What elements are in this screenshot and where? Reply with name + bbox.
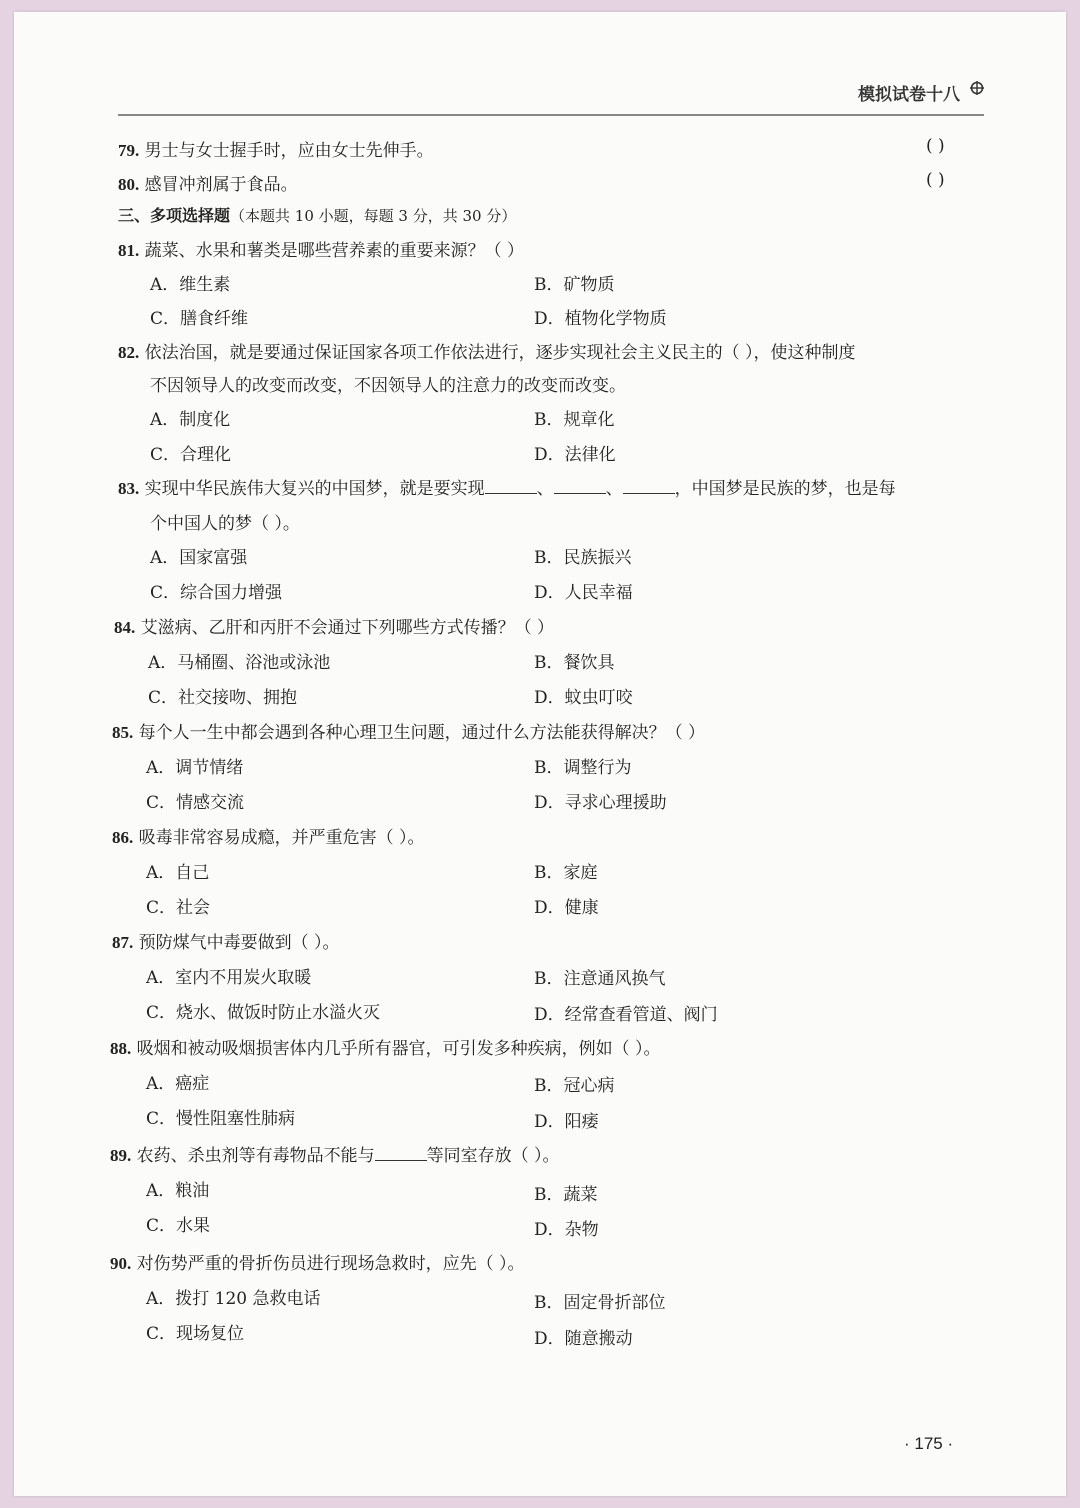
question-82-line2: 不因领导人的改变而改变，不因领导人的注意力的改变而改变。 [150, 376, 626, 396]
answer-parens-79: ( ) [926, 136, 945, 156]
question-80: 80. 感冒冲剂属于食品。 [118, 175, 298, 195]
option-84-b: B．餐饮具 [534, 653, 615, 673]
option-83-b: B．民族振兴 [534, 548, 632, 568]
option-86-a: A．自己 [146, 863, 210, 883]
option-82-a: A．制度化 [150, 410, 231, 430]
option-82-d: D．法律化 [534, 445, 616, 465]
option-85-b: B．调整行为 [534, 758, 632, 778]
fill-blank [554, 479, 606, 494]
option-88-b: B．冠心病 [534, 1076, 615, 1096]
option-82-c: C．合理化 [150, 445, 232, 465]
header-title: 模拟试卷十八 [858, 85, 960, 105]
option-83-a: A．国家富强 [150, 548, 248, 568]
option-87-a: A．室内不用炭火取暖 [146, 968, 312, 988]
question-86: 86. 吸毒非常容易成瘾，并严重危害（ ）。 [112, 828, 425, 848]
option-87-d: D．经常查看管道、阀门 [534, 1005, 718, 1025]
option-85-d: D．寻求心理援助 [534, 793, 667, 813]
question-85: 85. 每个人一生中都会遇到各种心理卫生问题，通过什么方法能获得解决？（ ） [112, 723, 706, 743]
answer-parens-80: ( ) [926, 170, 945, 190]
option-90-a: A．拨打 120 急救电话 [146, 1289, 321, 1309]
fill-blank [623, 479, 675, 494]
option-89-b: B．蔬菜 [534, 1185, 598, 1205]
fill-blank [375, 1146, 427, 1161]
option-88-a: A．癌症 [146, 1074, 210, 1094]
option-85-c: C．情感交流 [146, 793, 245, 813]
question-82: 82. 依法治国，就是要通过保证国家各项工作依法进行，逐步实现社会主义民主的（ ），使这种制度 [118, 343, 856, 363]
option-83-c: C．综合国力增强 [150, 583, 283, 603]
question-83-line2: 个中国人的梦（ ）。 [150, 514, 300, 534]
option-87-b: B．注意通风换气 [534, 969, 666, 989]
option-81-a: A．维生素 [150, 275, 231, 295]
page-number: · 175 · [904, 1434, 954, 1453]
option-84-c: C．社交接吻、拥抱 [148, 688, 298, 708]
option-84-d: D．蚊虫叮咬 [534, 688, 633, 708]
question-81: 81. 蔬菜、水果和薯类是哪些营养素的重要来源？（ ） [118, 241, 525, 261]
question-88: 88. 吸烟和被动吸烟损害体内几乎所有器官，可引发多种疾病，例如（ ）。 [110, 1039, 661, 1059]
fill-blank [485, 479, 537, 494]
question-90: 90. 对伤势严重的骨折伤员进行现场急救时，应先（ ）。 [110, 1254, 525, 1274]
option-85-a: A．调节情绪 [146, 758, 244, 778]
option-90-c: C．现场复位 [146, 1324, 245, 1344]
option-90-d: D．随意搬动 [534, 1329, 633, 1349]
option-86-d: D．健康 [534, 898, 599, 918]
question-83: 83. 实现中华民族伟大复兴的中国梦，就是要实现 、 、 ，中国梦是民族的梦，也是每 [118, 479, 896, 499]
question-87: 87. 预防煤气中毒要做到（ ）。 [112, 933, 340, 953]
option-89-d: D．杂物 [534, 1220, 599, 1240]
option-81-c: C．膳食纤维 [150, 309, 249, 329]
question-79: 79. 男士与女士握手时，应由女士先伸手。 [118, 141, 434, 161]
section-heading: 三、多项选择题（本题共 10 小题，每题 3 分，共 30 分） [118, 206, 517, 225]
option-88-c: C．慢性阻塞性肺病 [146, 1109, 296, 1129]
option-89-a: A．粮油 [146, 1181, 210, 1201]
option-83-d: D．人民幸福 [534, 583, 633, 603]
option-87-c: C．烧水、做饭时防止水溢火灭 [146, 1003, 381, 1023]
option-90-b: B．固定骨折部位 [534, 1293, 666, 1313]
option-89-c: C．水果 [146, 1216, 211, 1236]
option-84-a: A．马桶圈、浴池或泳池 [148, 653, 331, 673]
crosshair-circle-icon [970, 81, 984, 95]
option-82-b: B．规章化 [534, 410, 615, 430]
question-89: 89. 农药、杀虫剂等有毒物品不能与 等同室存放（ ）。 [110, 1146, 560, 1166]
option-86-b: B．家庭 [534, 863, 598, 883]
document-page [14, 12, 1066, 1496]
option-81-b: B．矿物质 [534, 275, 615, 295]
option-81-d: D．植物化学物质 [534, 309, 667, 329]
option-88-d: D．阳痿 [534, 1112, 599, 1132]
question-84: 84. 艾滋病、乙肝和丙肝不会通过下列哪些方式传播？（ ） [114, 618, 555, 638]
running-header [118, 68, 984, 116]
option-86-c: C．社会 [146, 898, 211, 918]
